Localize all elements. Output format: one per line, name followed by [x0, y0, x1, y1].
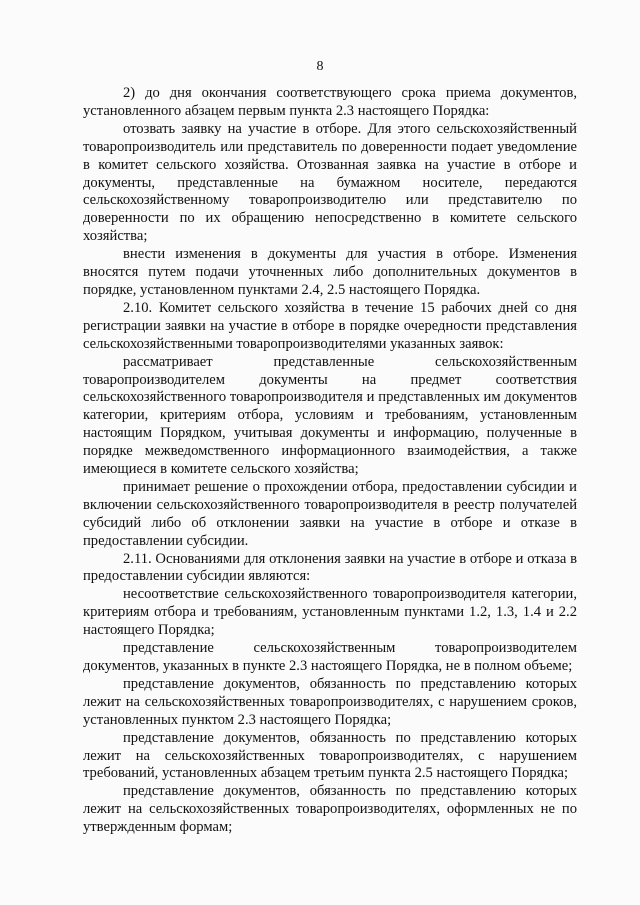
- paragraph: представление документов, обязанность по представлению которых лежит на сельскохозяйственных товаропроизводителях, оформленных не по утвержденным формам;: [83, 783, 577, 836]
- paragraph: 2) до дня окончания соответствующего срока приема документов, установленного абзацем первым пункта 2.3 настоящего Порядка:: [83, 85, 577, 119]
- paragraph: представление документов, обязанность по представлению которых лежит на сельскохозяйственных товаропроизводителях, с нарушением требований, установленных абзацем третьим пункта 2.5 настоящего Порядка;: [83, 729, 577, 782]
- paragraph: отозвать заявку на участие в отборе. Для этого сельскохозяйственный товаропроизводитель или представитель по доверенности подает уведомление в комитет сельского хозяйства. Отозванная заявка на участие в отборе и документы, представленные на бумажном носителе, передаются сельскохозяйственному товаропроизводителю или представителю по доверенности по их обращению непосредственно в комитете сельского хозяйства;: [83, 120, 577, 245]
- paragraph: 2.10. Комитет сельского хозяйства в течение 15 рабочих дней со дня регистрации заявки на участие в отборе в порядке очередности представления сельскохозяйственными товаропроизводителями указанных заявок:: [83, 299, 577, 352]
- page-number: 8: [316, 59, 324, 74]
- document-body: [83, 85, 577, 837]
- paragraph: представление документов, обязанность по представлению которых лежит на сельскохозяйственных товаропроизводителях, с нарушением сроков, установленных пунктом 2.3 настоящего Порядка;: [83, 675, 577, 728]
- paragraph: несоответствие сельскохозяйственного товаропроизводителя категории, критериям отбора и требованиям, установленным пунктами 1.2, 1.3, 1.4 и 2.2 настоящего Порядка;: [83, 586, 577, 639]
- paragraph: 2.11. Основаниями для отклонения заявки на участие в отборе и отказа в предоставлении субсидии являются:: [83, 550, 577, 585]
- paragraph: рассматривает представленные сельскохозяйственным товаропроизводителем документы на предмет соответствия сельскохозяйственного товаропроизводителя и представленных им документов категории, критериям отбора, условиям и требованиям, установленным настоящим Порядком, учитывая документы и информацию, полученные в порядке межведомственного информационного взаимодействия, а также имеющиеся в комитете сельского хозяйства;: [83, 353, 577, 478]
- paragraph: представление сельскохозяйственным товаропроизводителем документов, указанных в пункте 2.3 настоящего Порядка, не в полном объеме;: [83, 640, 577, 674]
- paragraph: внести изменения в документы для участия в отборе. Изменения вносятся путем подачи уточненных либо дополнительных документов в порядке, установленном пунктами 2.4, 2.5 настоящего Порядка.: [83, 246, 577, 298]
- paragraph: принимает решение о прохождении отбора, предоставлении субсидии и включении сельскохозяйственного товаропроизводителя в реестр получателей субсидий либо об отклонении заявки на участие в отборе и отказе в предоставлении субсидии.: [83, 478, 577, 549]
